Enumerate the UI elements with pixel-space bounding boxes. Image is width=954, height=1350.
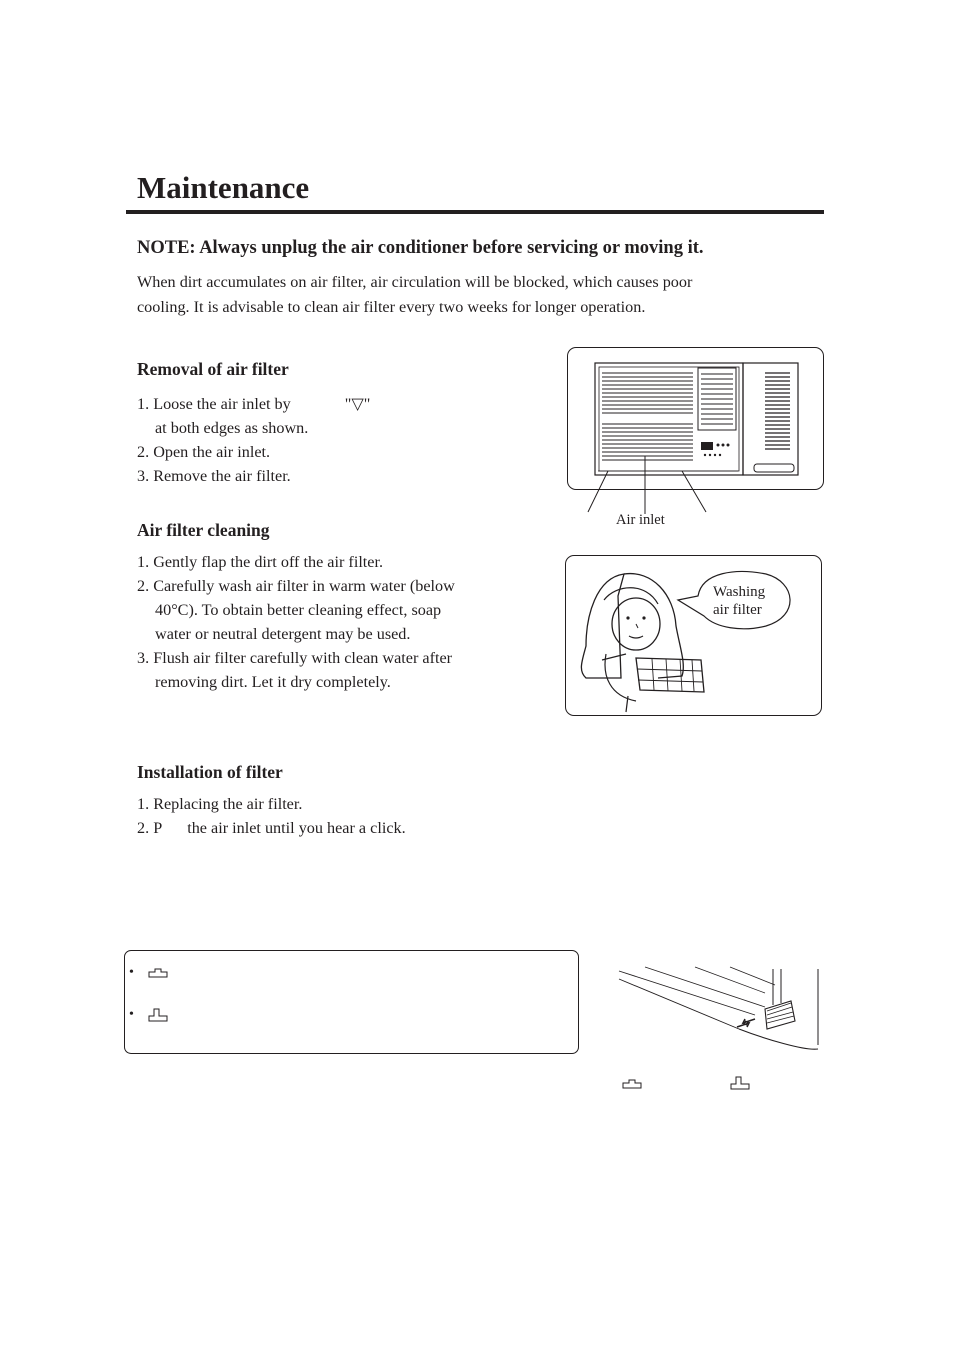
cleaning-step-1: 1. Gently flap the dirt off the air filter. <box>137 553 384 571</box>
triangle-symbol: "▽" <box>344 395 371 413</box>
air-inlet-caption: Air inlet <box>616 512 665 528</box>
lock-closed-icon <box>148 968 168 978</box>
legend-row-locked <box>129 965 168 981</box>
installation-step-2 <box>137 816 497 840</box>
bubble-line-1: Washing <box>713 584 766 600</box>
bubble-line-2: air filter <box>713 602 762 618</box>
removal-step-3: 3. Remove the air filter. <box>137 467 291 485</box>
washing-figure <box>565 555 822 716</box>
installation-steps <box>137 792 497 840</box>
removal-steps <box>137 392 457 488</box>
lock-detail-illustration <box>615 965 825 1057</box>
page-title: Maintenance <box>137 170 310 205</box>
removal-step-1 <box>137 392 457 440</box>
title-rule <box>126 210 824 214</box>
removal-step-1-text: 1. Loose the air inlet by <box>137 395 291 413</box>
intro-line-2: cooling. It is advisable to clean air filter every two weeks for longer operation. <box>137 298 646 316</box>
washing-bubble-text <box>713 583 765 619</box>
washing-illustration <box>566 556 821 715</box>
lock-legend-box <box>124 950 579 1054</box>
cleaning-step-2: 2. Carefully wash air filter in warm water (below 40°C). To obtain better cleaning effect, soap water or neutral detergent may be used. <box>137 577 455 643</box>
removal-heading: Removal of air filter <box>137 359 289 379</box>
legend-bullet: • <box>129 965 134 980</box>
installation-heading: Installation of filter <box>137 762 283 782</box>
ac-unit-illustration <box>568 348 823 489</box>
cleaning-step-3: 3. Flush air filter carefully with clean water after removing dirt. Let it dry completely. <box>137 649 453 691</box>
intro-line-1: When dirt accumulates on air filter, air circulation will be blocked, which causes poor <box>137 273 693 291</box>
removal-step-2: 2. Open the air inlet. <box>137 443 271 461</box>
safety-note: NOTE: Always unplug the air conditioner before servicing or moving it. <box>137 238 704 258</box>
cleaning-steps <box>137 550 457 694</box>
installation-step-2-b: the air inlet until you hear a click. <box>187 819 406 837</box>
intro-paragraph <box>137 270 777 320</box>
legend-bullet: • <box>129 1007 134 1022</box>
cleaning-heading: Air filter cleaning <box>137 520 270 540</box>
legend-row-unlocked <box>129 1007 168 1023</box>
lock-open-icon <box>148 1008 168 1022</box>
lock-open-icon <box>730 1076 750 1090</box>
installation-step-1: 1. Replacing the air filter. <box>137 795 303 813</box>
ac-unit-figure <box>567 347 824 490</box>
lock-closed-icon <box>622 1079 642 1089</box>
installation-step-2-a: 2. P <box>137 819 163 837</box>
removal-step-1-cont: at both edges as shown. <box>155 419 309 437</box>
